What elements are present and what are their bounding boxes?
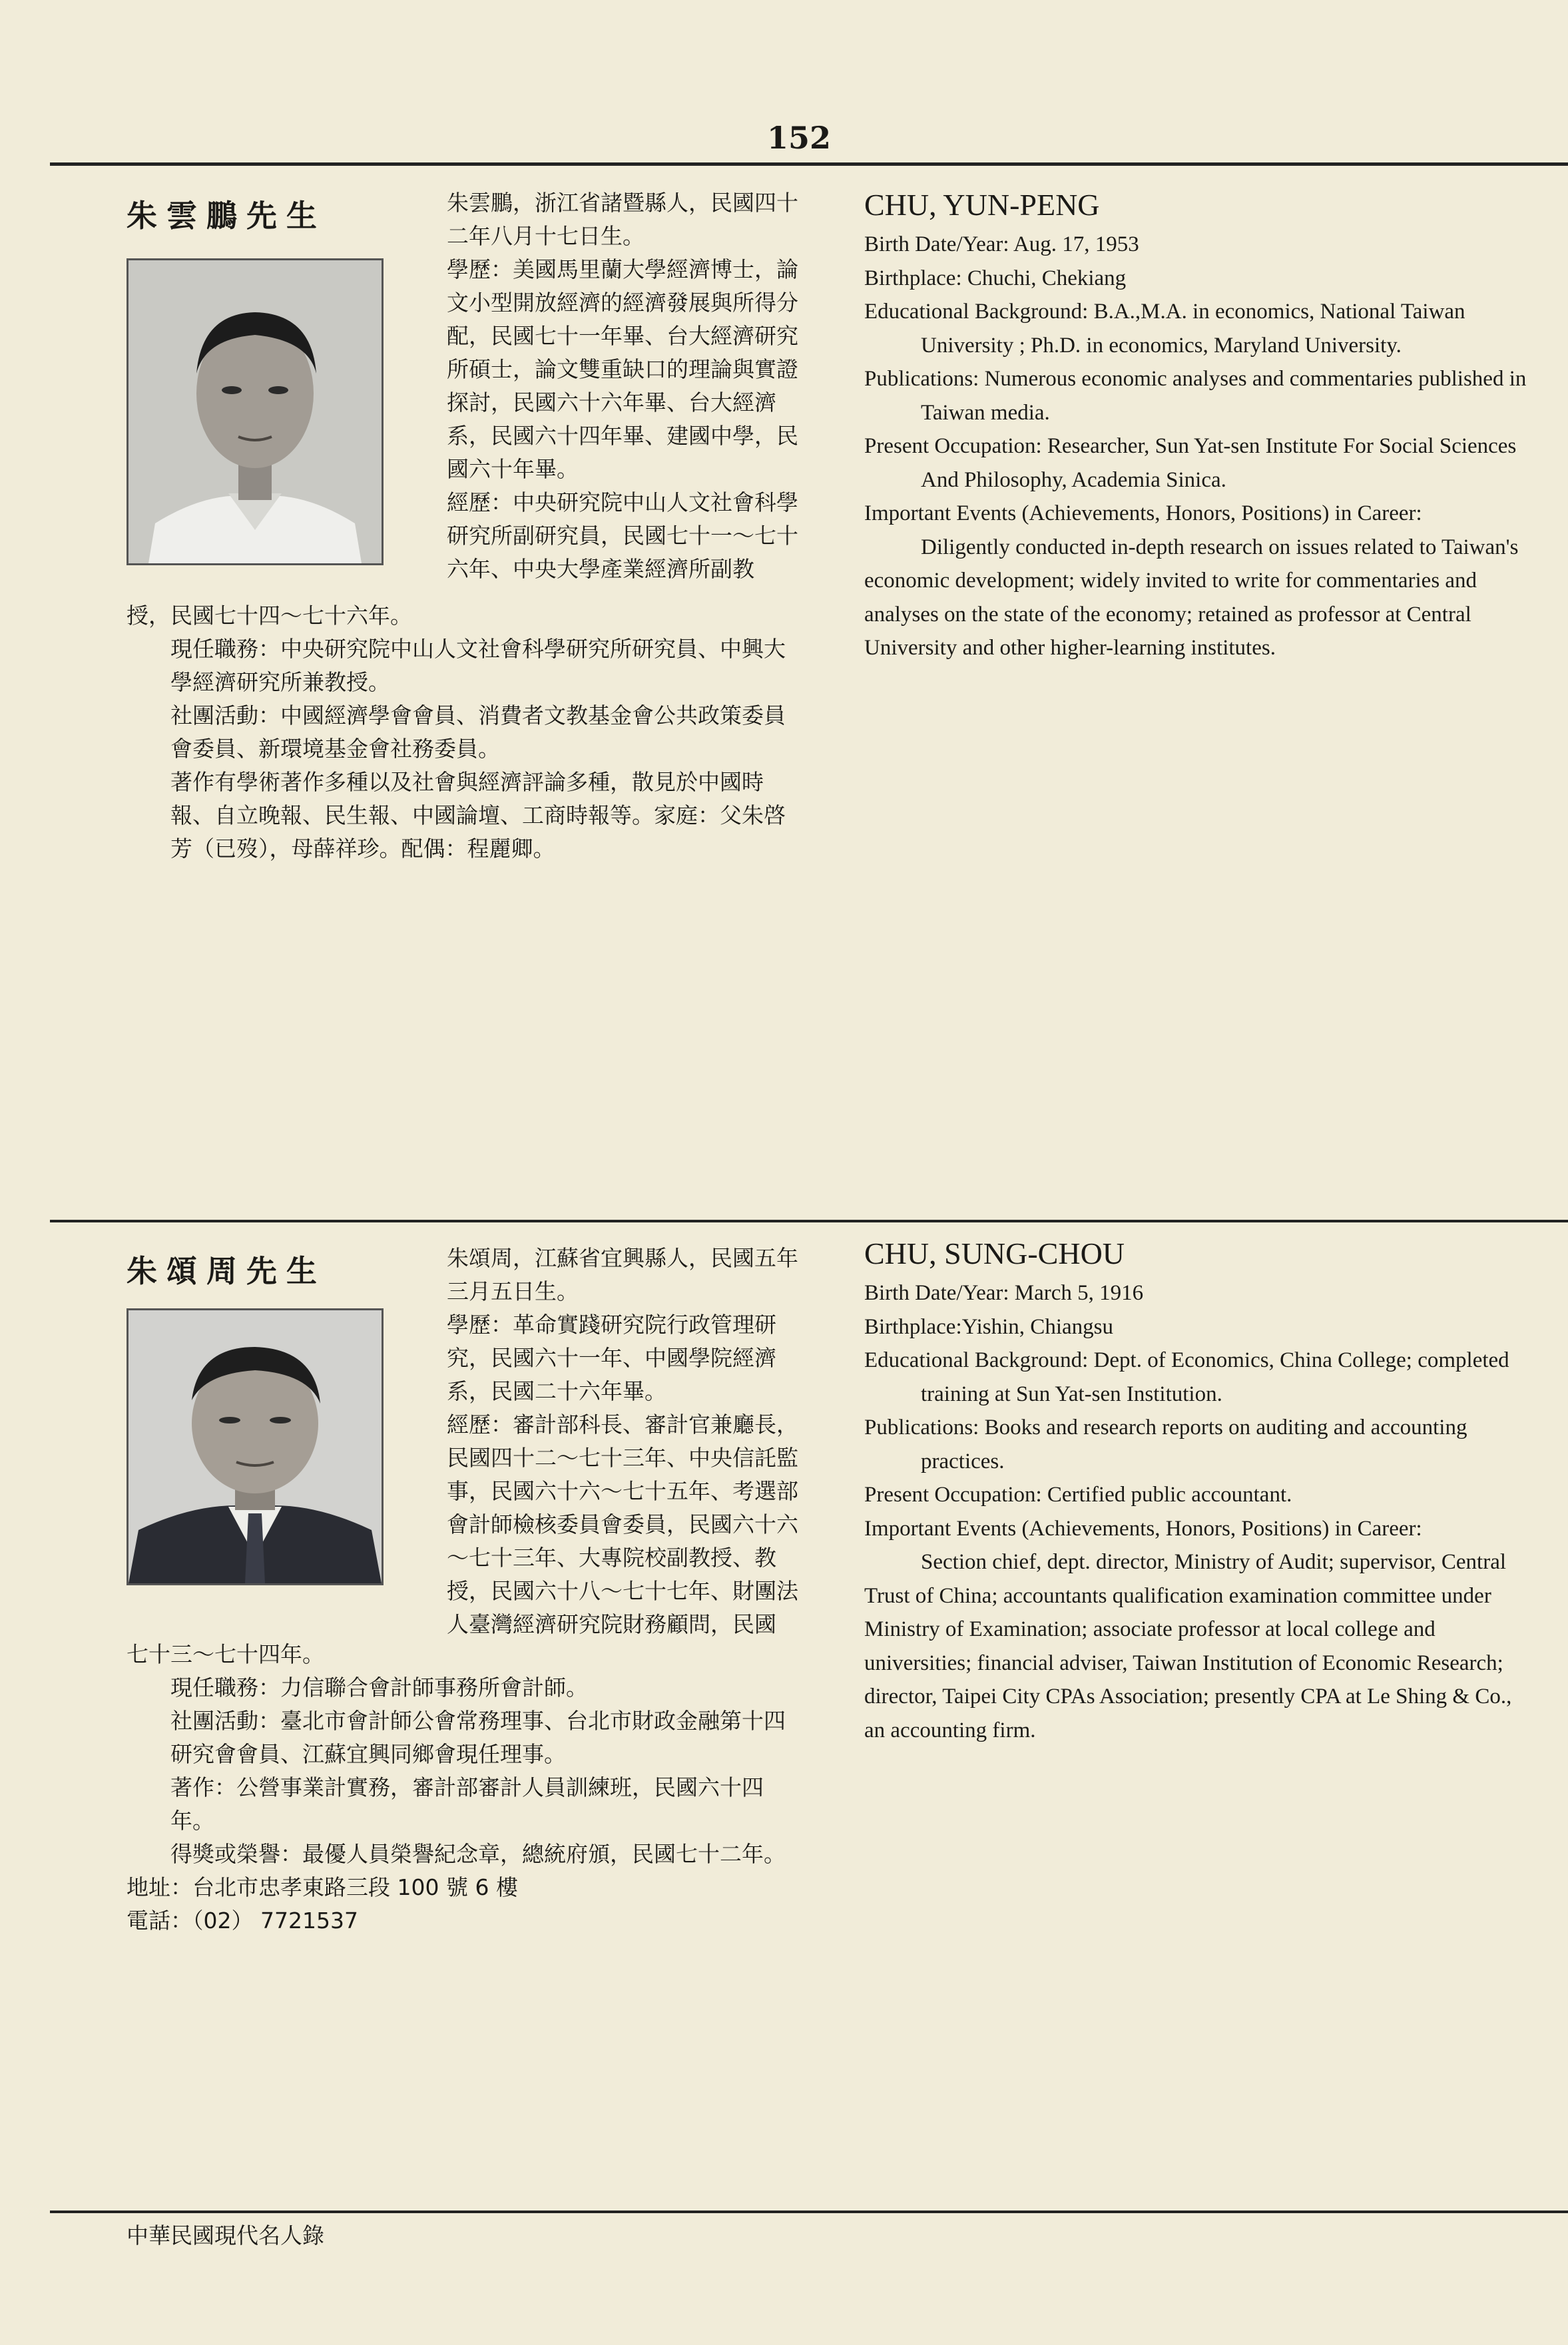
en-birthplace: Birthplace:Yishin, Chiangsu: [864, 1314, 1113, 1339]
entry-divider: [50, 1220, 1568, 1222]
cn-name: 朱雲鵬先生: [127, 198, 326, 234]
cn-honors: 得獎或榮譽：最優人員榮譽紀念章，總統府頒，民國七十二年。: [170, 1841, 786, 1867]
portrait-photo: [127, 258, 384, 565]
cn-associations: 社團活動：臺北市會計師公會常務理事、台北市財政金融第十四研究會會員、江蘇宜興同鄉會現任理事。: [170, 1708, 786, 1767]
cn-biography-full: [127, 599, 799, 866]
cn-experience: 經歷：中央研究院中山人文社會科學研究所副研究員，民國七十一～七十六年、中央大學產業經濟所副教: [447, 489, 798, 582]
cn-publications: 著作：公營事業計實務，審計部審計人員訓練班，民國六十四年。: [170, 1774, 764, 1834]
en-publications: Publications: Numerous economic analyses and commentaries published in Taiwan media.: [864, 367, 1527, 425]
cn-education: 學歷：美國馬里蘭大學經濟博士，論文小型開放經濟的經濟發展與所得分配，民國七十一年畢、台大經濟研究所碩士，論文雙重缺口的理論與實證探討，民國六十六年畢、台大經濟系，民國六十四年畢、建國中學，民國六十年畢。: [447, 256, 798, 482]
en-education: Educational Background: B.A.,M.A. in economics, National Taiwan University ; Ph.D. in economics, Maryland University.: [864, 300, 1465, 358]
cn-experience-cont: 授，民國七十四～七十六年。: [127, 603, 412, 629]
en-publications: Publications: Books and research reports on auditing and accounting practices.: [864, 1416, 1467, 1473]
bottom-rule: [50, 2211, 1568, 2213]
en-occupation: Present Occupation: Researcher, Sun Yat-sen Institute For Social Sciences And Philosophy, Academia Sinica.: [864, 434, 1517, 492]
cn-experience-cont: 七十三～七十四年。: [127, 1641, 324, 1667]
cn-associations: 社團活動：中國經濟學會會員、消費者文教基金會公共政策委員會委員、新環境基金會社務委員。: [170, 702, 786, 762]
portrait-photo: [127, 1308, 384, 1585]
en-name: CHU, SUNG-CHOU: [864, 1236, 1125, 1270]
cn-publications: 著作有學術著作多種以及社會與經濟評論多種，散見於中國時報、自立晚報、民生報、中國論壇、工商時報等。家庭：父朱啓芳（已歿），母薛祥珍。配偶：程麗卿。: [170, 769, 786, 862]
en-birth-date: Birth Date/Year: March 5, 1916: [864, 1281, 1144, 1305]
en-birthplace: Birthplace: Chuchi, Chekiang: [864, 266, 1127, 290]
book-title-footer: 中華民國現代名人錄: [127, 2222, 324, 2248]
en-events-heading: Important Events (Achievements, Honors, Positions) in Career:: [864, 501, 1422, 525]
cn-name: 朱頌周先生: [127, 1253, 326, 1289]
cn-current-position: 現任職務：力信聯合會計師事務所會計師。: [170, 1675, 588, 1700]
en-events: Diligently conducted in-depth research on issues related to Taiwan's economic development; widely invited to write for commentaries and analyses on the state of the economy; retained as professor at Central University and other higher-learning institutes.: [864, 535, 1519, 660]
en-birth-date: Birth Date/Year: Aug. 17, 1953: [864, 232, 1139, 256]
cn-current-position: 現任職務：中央研究院中山人文社會科學研究所研究員、中興大學經濟研究所兼教授。: [170, 636, 786, 695]
cn-experience: 經歷：審計部科長、審計官兼廳長，民國四十二～七十三年、中央信託監事，民國六十六～七十五年、考選部會計師檢核委員會委員，民國六十六～七十三年、大專院校副教授、教授，民國六十八～七十七年、財團法人臺灣經濟研究院財務顧問，民國: [447, 1412, 798, 1637]
cn-education: 學歷：革命實踐研究院行政管理研究，民國六十一年、中國學院經濟系，民國二十六年畢。: [447, 1312, 776, 1404]
cn-biography-full: [127, 1638, 799, 1938]
en-education: Educational Background: Dept. of Economics, China College; completed training at Sun Yat-sen Institution.: [864, 1348, 1509, 1406]
en-biography: [864, 1235, 1530, 1747]
cn-phone: 電話：（02） 7721537: [127, 1908, 358, 1934]
en-events: Section chief, dept. director, Ministry of Audit; supervisor, Central Trust of China; accountants qualification examination committee under Ministry of Examination; associate professor at local college and universities; financial adviser, Taiwan Institution of Economic Research; director, Taipei City CPAs Association; presently CPA at Le Shing & Co., an accounting firm.: [864, 1550, 1512, 1742]
en-name: CHU, YUN-PENG: [864, 188, 1100, 222]
en-biography: [864, 186, 1530, 665]
top-rule: [50, 162, 1568, 166]
cn-address: 地址：台北市忠孝東路三段 100 號 6 樓: [127, 1874, 518, 1900]
cn-intro: 朱雲鵬，浙江省諸暨縣人，民國四十二年八月十七日生。: [447, 190, 798, 249]
en-occupation: Present Occupation: Certified public accountant.: [864, 1483, 1292, 1507]
page-number: 152: [766, 120, 832, 156]
en-events-heading: Important Events (Achievements, Honors, Positions) in Career:: [864, 1516, 1422, 1541]
cn-biography-side: [403, 186, 799, 586]
cn-biography-side: [403, 1242, 799, 1641]
cn-intro: 朱頌周，江蘇省宜興縣人，民國五年三月五日生。: [447, 1245, 798, 1304]
